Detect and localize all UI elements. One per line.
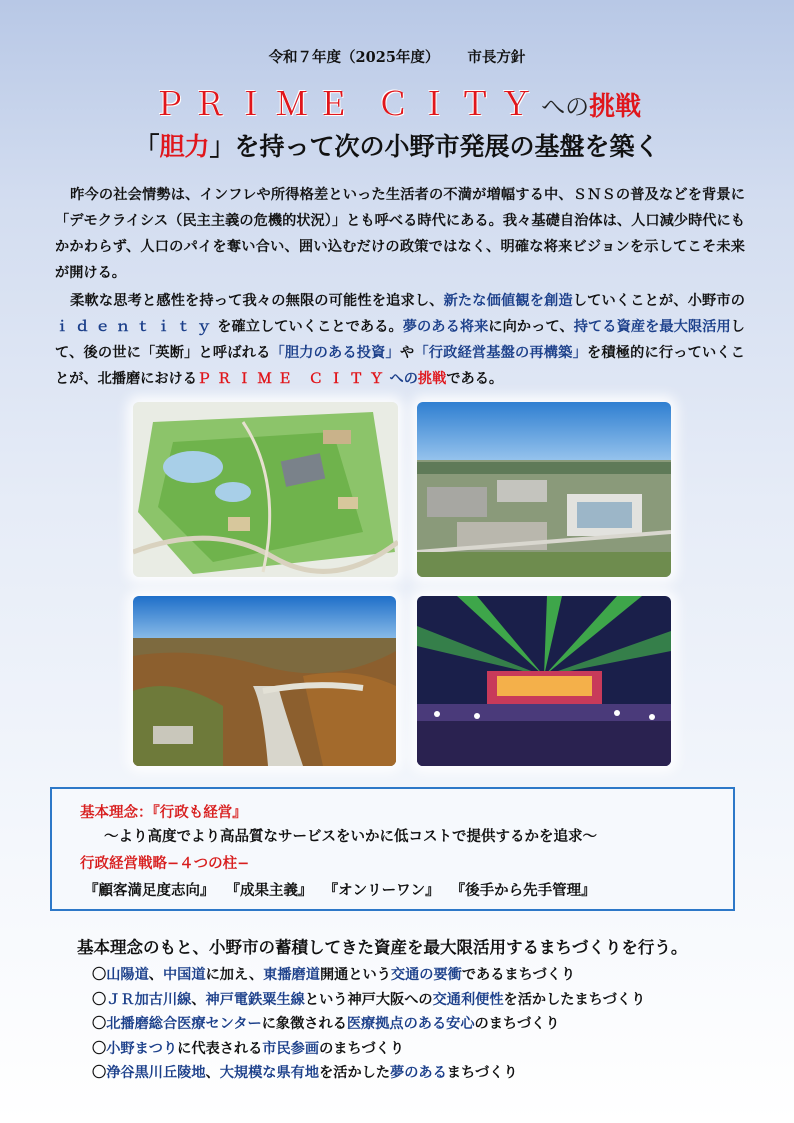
- p2-identity: ｉｄｅｎｔｉｔｙ: [55, 319, 218, 335]
- intro-statement: 基本理念のもと、小野市の蓄積してきた資産を最大限活用するまちづくりを行う。: [77, 938, 688, 957]
- title-no: への: [541, 93, 590, 121]
- fiscal-year: 令和７年度（2025年度）: [268, 49, 440, 66]
- p2-highlight: 新たな価値観を創造: [443, 293, 573, 309]
- title-challenge: 挑戦: [589, 92, 642, 122]
- strategy-pillars: 『顧客満足度志向』 『成果主義』 『オンリーワン』 『後手から先手管理』: [84, 882, 596, 899]
- expressway-image: [133, 596, 396, 766]
- main-title: [0, 84, 794, 127]
- town-planning-list: [92, 963, 645, 1086]
- list-item: 〇小野まつりに代表される市民参画のまちづくり: [92, 1040, 405, 1057]
- subtitle-rest: 」を持って次の小野市発展の基盤を築く: [209, 132, 660, 161]
- title-prime-city: ＰＲＩＭＥ ＣＩＴＹ: [152, 85, 542, 123]
- p2-text: していくことが、小野市の: [572, 293, 745, 309]
- list-item: 〇山陽道、中国道に加え、東播磨道開通という交通の要衝であるまちづくり: [92, 967, 576, 983]
- subtitle-courage: 胆力: [159, 132, 210, 161]
- p2-text: に向かって、: [488, 319, 574, 335]
- city-aerial-image: [417, 402, 671, 577]
- list-item: 〇ＪＲ加古川線、神戸電鉄粟生線という神戸大阪への交通利便性を活かしたまちづくり: [92, 991, 646, 1008]
- principle-label: 基本理念：『行政も経営』: [80, 804, 247, 821]
- p2-text: である。: [446, 371, 504, 387]
- p2-challenge: 挑戦: [417, 371, 447, 387]
- subtitle: [0, 130, 794, 164]
- p2-text: や: [399, 345, 415, 361]
- p2-text: を積極的に行っていくことが、北播磨における: [55, 345, 745, 387]
- p2-highlight: 夢のある将来: [402, 319, 489, 335]
- paragraph-1-text: 昨今の社会情勢は、インフレや所得格差といった生活者の不満が増幅する中、ＳＮＳの普及などを背景に「デモクライシス（民主主義の危機的状況）」とも呼べる時代にある。我々基礎自治体は、人口減少時代にもかかわらず、人口のパイを奪い合い、囲い込むだけの政策ではなく、明確な将来ビジョンを示してこそ未来が開ける。: [55, 187, 745, 281]
- p2-text: を確立していくことである。: [217, 319, 403, 335]
- p2-text: 柔軟な思考と感性を持って我々の無限の可能性を追求し、: [70, 293, 444, 309]
- p2-highlight: 持てる資産を最大限活用: [573, 319, 731, 335]
- p2-no: への: [389, 371, 418, 387]
- list-item: 〇浄谷黒川丘陵地、大規模な県有地を活かした夢のあるまちづくり: [92, 1065, 518, 1081]
- strategy-label: 行政経営戦略−４つの柱−: [80, 855, 250, 872]
- p2-prime-city: ＰＲＩＭＥ ＣＩＴＹ: [196, 371, 390, 387]
- list-item: 〇北播磨総合医療センターに象徴される医療拠点のある安心のまちづくり: [92, 1016, 560, 1032]
- p2-text: して、後の世に「英断」と呼ばれる: [55, 319, 745, 361]
- p2-highlight: 「行政経営基盤の再構築」: [414, 345, 587, 361]
- paragraph-1: [55, 182, 745, 286]
- policy-label: 市長方針: [467, 49, 526, 66]
- festival-image: [417, 596, 671, 766]
- p2-highlight: 「胆力のある投資」: [270, 345, 400, 361]
- paragraph-2: [55, 288, 745, 392]
- subtitle-open: 「: [134, 132, 160, 161]
- fiscal-year-heading: [0, 46, 794, 67]
- park-map-image: [133, 402, 398, 577]
- principle-description: ～より高度でより高品質なサービスをいかに低コストで提供するかを追求～: [104, 828, 597, 845]
- principle-box: [50, 787, 735, 911]
